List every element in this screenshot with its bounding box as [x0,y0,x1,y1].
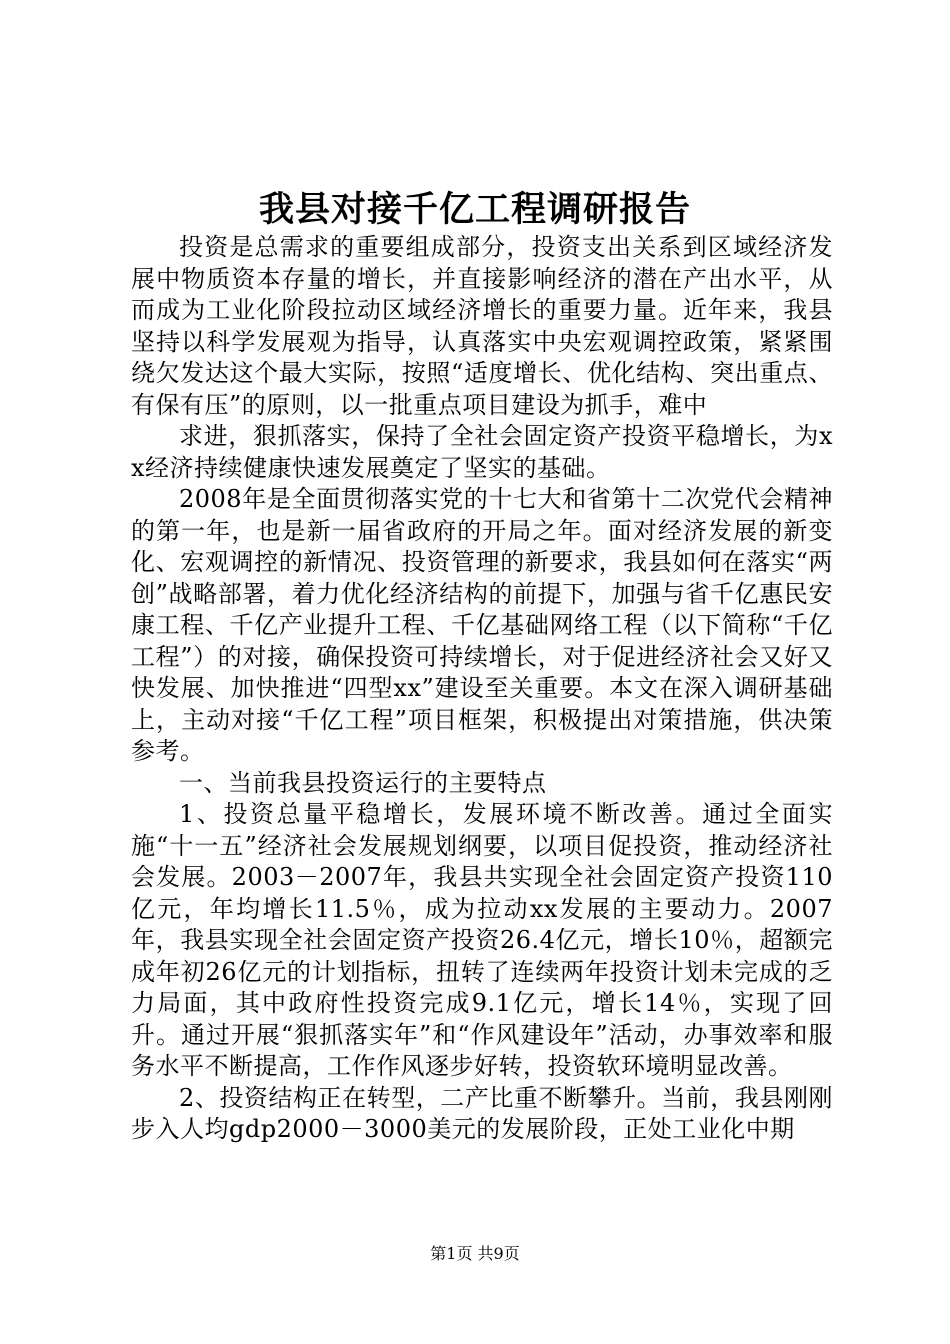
paragraph-point-1: 1、投资总量平稳增长，发展环境不断改善。通过全面实施“十一五”经济社会发展规划纲要，以项目促投资，推动经济社会发展。2003－2007年，我县共实现全社会固定资产投资110亿元，年均增长11.5％，成为拉动xx发展的主要动力。2007年，我县实现全社会固定资产投资26.4亿元，增长10％，超额完成年初26亿元的计划指标，扭转了连续两年投资计划未完成的乏力局面，其中政府性投资完成9.1亿元，增长14％，实现了回升。通过开展“狠抓落实年”和“作风建设年”活动，办事效率和服务水平不断提高，工作作风逐步好转，投资软环境明显改善。 [131,800,833,1080]
paragraph-intro-continued: 求进，狠抓落实，保持了全社会固定资产投资平稳增长，为xx经济持续健康快速发展奠定了坚实的基础。 [131,422,833,482]
paragraph-intro: 投资是总需求的重要组成部分，投资支出关系到区域经济发展中物质资本存量的增长，并直接影响经济的潜在产出水平，从而成为工业化阶段拉动区域经济增长的重要力量。近年来，我县坚持以科学发展观为指导，认真落实中央宏观调控政策，紧紧围绕欠发达这个最大实际，按照“适度增长、优化结构、突出重点、有保有压”的原则，以一批重点项目建设为抓手，难中 [131,233,833,419]
paragraph-point-2: 2、投资结构正在转型，二产比重不断攀升。当前，我县刚刚步入人均gdp2000－3000美元的发展阶段，正处工业化中期 [131,1083,833,1143]
paragraph-background: 2008年是全面贯彻落实党的十七大和省第十二次党代会精神的第一年，也是新一届省政府的开局之年。面对经济发展的新变化、宏观调控的新情况、投资管理的新要求，我县如何在落实“两创”战略部署，着力优化经济结构的前提下，加强与省千亿惠民安康工程、千亿产业提升工程、千亿基础网络工程（以下简称“千亿工程”）的对接，确保投资可持续增长，对于促进经济社会又好又快发展、加快推进“四型xx”建设至关重要。本文在深入调研基础上，主动对接“千亿工程”项目框架，积极提出对策措施，供决策参考。 [131,485,833,765]
document-body [131,232,833,1146]
page-number-footer: 第1页 共9页 [430,1244,520,1263]
document-title: 我县对接千亿工程调研报告 [258,189,691,230]
section-heading-1: 一、当前我县投资运行的主要特点 [179,768,547,797]
